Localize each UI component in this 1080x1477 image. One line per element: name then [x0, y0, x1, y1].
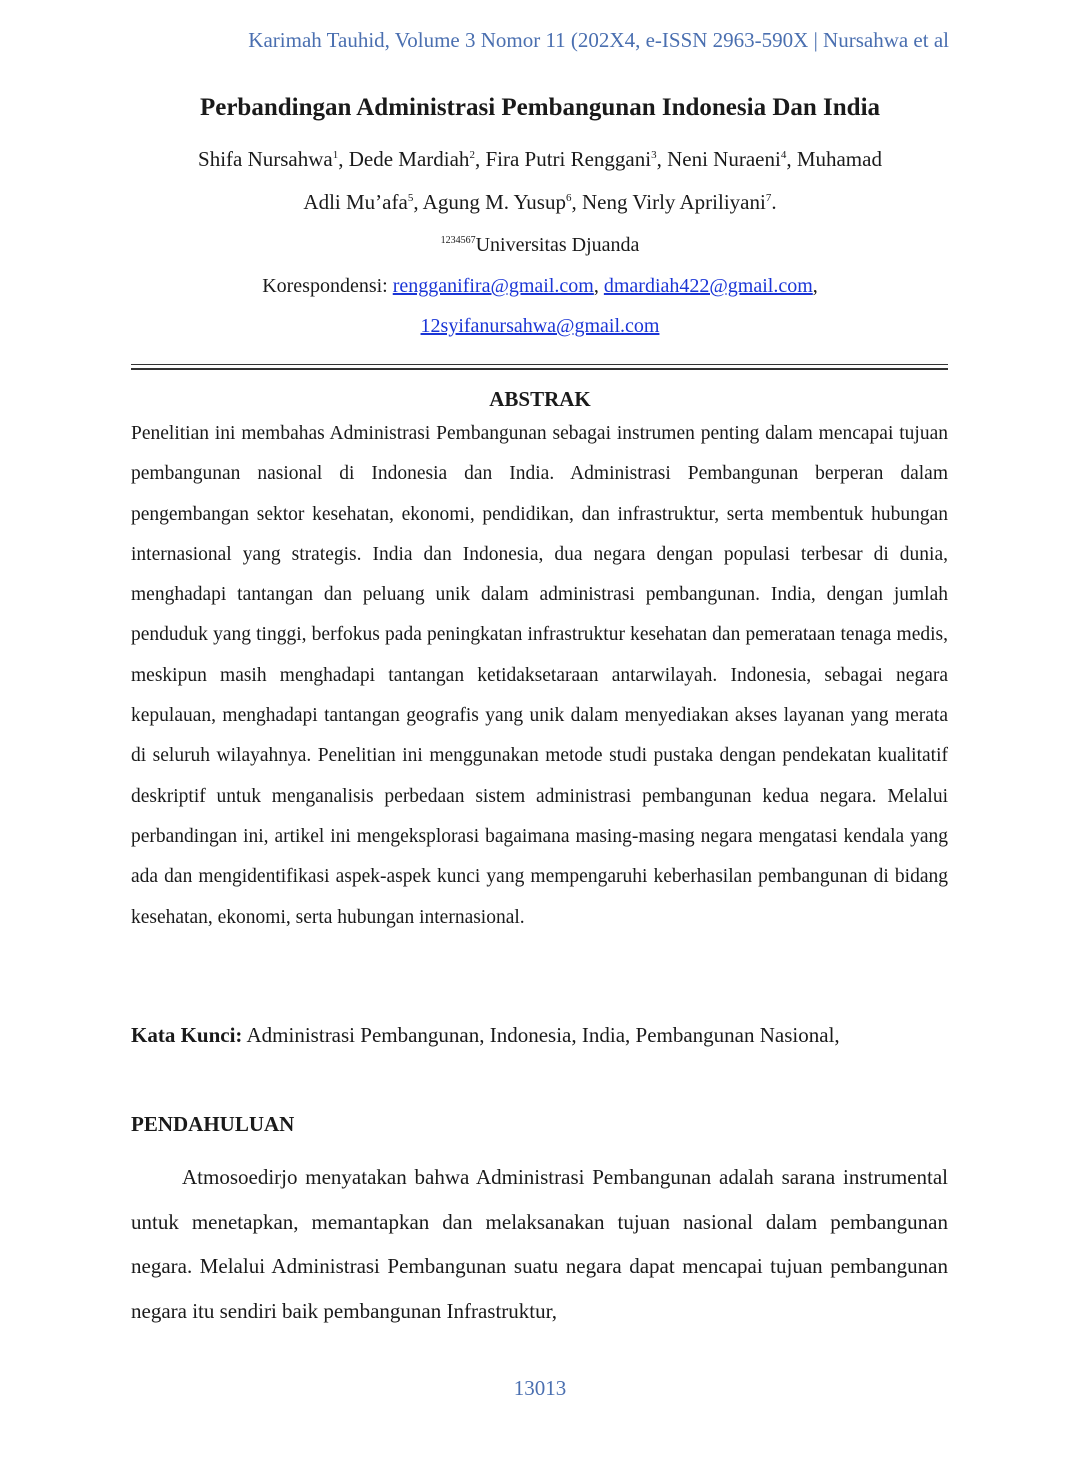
abstract-heading: ABSTRAK	[489, 387, 591, 411]
author-sup: 5	[407, 192, 414, 204]
keywords	[131, 1023, 961, 1048]
keywords-list: Administrasi Pembangunan, Indonesia, India, Pembangunan Nasional,	[246, 1023, 840, 1047]
author-line-2: Adli Mu’afa$^5$, Agung M. Yusup$^6$, Neng Virly Apriliyani$^7$.	[303, 190, 777, 214]
running-header: Karimah Tauhid, Volume 3 Nomor 11 (202X4, e-ISSN 2963-590X | Nursahwa et al	[248, 28, 949, 52]
keywords-label: Kata Kunci:	[131, 1023, 243, 1047]
author-line-1: Shifa Nursahwa$^1$, Dede Mardiah$^2$, Fira Putri Renggani$^3$, Neni Nuraeni$^4$, Muhamad	[198, 147, 882, 171]
page-number: 13013	[513, 1376, 567, 1400]
abstract-text: Penelitian ini membahas Administrasi Pembangunan sebagai instrumen penting dalam mencapai tujuan pembangunan nasional di Indonesia dan India. Administrasi Pembangunan berperan dalam pengembangan sektor kesehatan, ekonomi, pendidikan, dan infrastruktur, serta membentuk hubungan internasional yang strategis. India dan Indonesia, dua negara dengan populasi terbesar di dunia, menghadapi tantangan dan peluang unik dalam administrasi pembangunan. India, dengan jumlah penduduk yang tinggi, berfokus pada peningkatan infrastruktur kesehatan dan pemerataan tenaga medis, meskipun masih menghadapi tantangan ketidaksetaraan antarwilayah. Indonesia, sebagai negara kepulauan, menghadapi tantangan geografis yang unik dalam menyediakan akses layanan yang merata di seluruh wilayahnya. Penelitian ini menggunakan metode studi pustaka dengan pendekatan kualitatif deskriptif untuk menganalisis perbedaan sistem administrasi pembangunan kedua negara. Melalui perbandingan ini, artikel ini mengeksplorasi bagaimana masing-masing negara mengatasi kendala yang ada dan mengidentifikasi aspek-aspek kunci yang mempengaruhi keberhasilan pembangunan di bidang kesehatan, ekonomi, serta hubungan internasional.	[131, 423, 948, 928]
author-sup: 7	[765, 192, 772, 204]
affiliation-sup: 1234567	[440, 235, 476, 246]
section-heading-introduction: PENDAHULUAN	[131, 1112, 295, 1136]
author-sup: 2	[469, 149, 475, 161]
author-sup: 3	[651, 149, 657, 161]
email-link[interactable]: dmardiah422@gmail.com	[603, 275, 813, 297]
email-link[interactable]: 12syifanursahwa@gmail.com	[420, 315, 660, 337]
author-name-part: Adli Mu’afa	[303, 190, 408, 214]
author-name: Shifa Nursahwa	[198, 147, 333, 171]
author-name-part: Muhamad	[796, 147, 882, 171]
author-name: Neng Virly Apriliyani	[581, 190, 766, 214]
affiliation	[0, 234, 1080, 257]
author-name: Dede Mardiah	[348, 147, 470, 171]
introduction-paragraph: Atmosoedirjo menyatakan bahwa Administrasi Pembangunan adalah sarana instrumental untuk menetapkan, memantapkan dan melaksanakan tujuan nasional dalam pembangunan negara. Melalui Administrasi Pembangunan suatu negara dapat mencapai tujuan pembangunan negara itu sendiri baik pembangunan Infrastruktur,	[131, 1165, 948, 1323]
author-name: Agung M. Yusup	[422, 190, 566, 214]
author-name: Neni Nuraeni	[667, 147, 781, 171]
paper-title: Perbandingan Administrasi Pembangunan Indonesia Dan India	[199, 94, 881, 121]
correspondence-line-2	[0, 315, 1080, 338]
correspondence-line: Korespondensi: rengganifira@gmail.com, dmardiah422@gmail.com,	[262, 275, 818, 297]
author-sup: 4	[780, 149, 787, 161]
author-sup: 6	[565, 192, 572, 204]
divider-line	[131, 368, 948, 370]
author-sup: 1	[332, 149, 339, 161]
email-link[interactable]: rengganifira@gmail.com	[392, 275, 594, 297]
correspondence-label: Korespondensi:	[262, 275, 388, 297]
affiliation-name: Universitas Djuanda	[475, 234, 640, 256]
divider-line	[131, 364, 948, 365]
author-name: Fira Putri Renggani	[485, 147, 652, 171]
